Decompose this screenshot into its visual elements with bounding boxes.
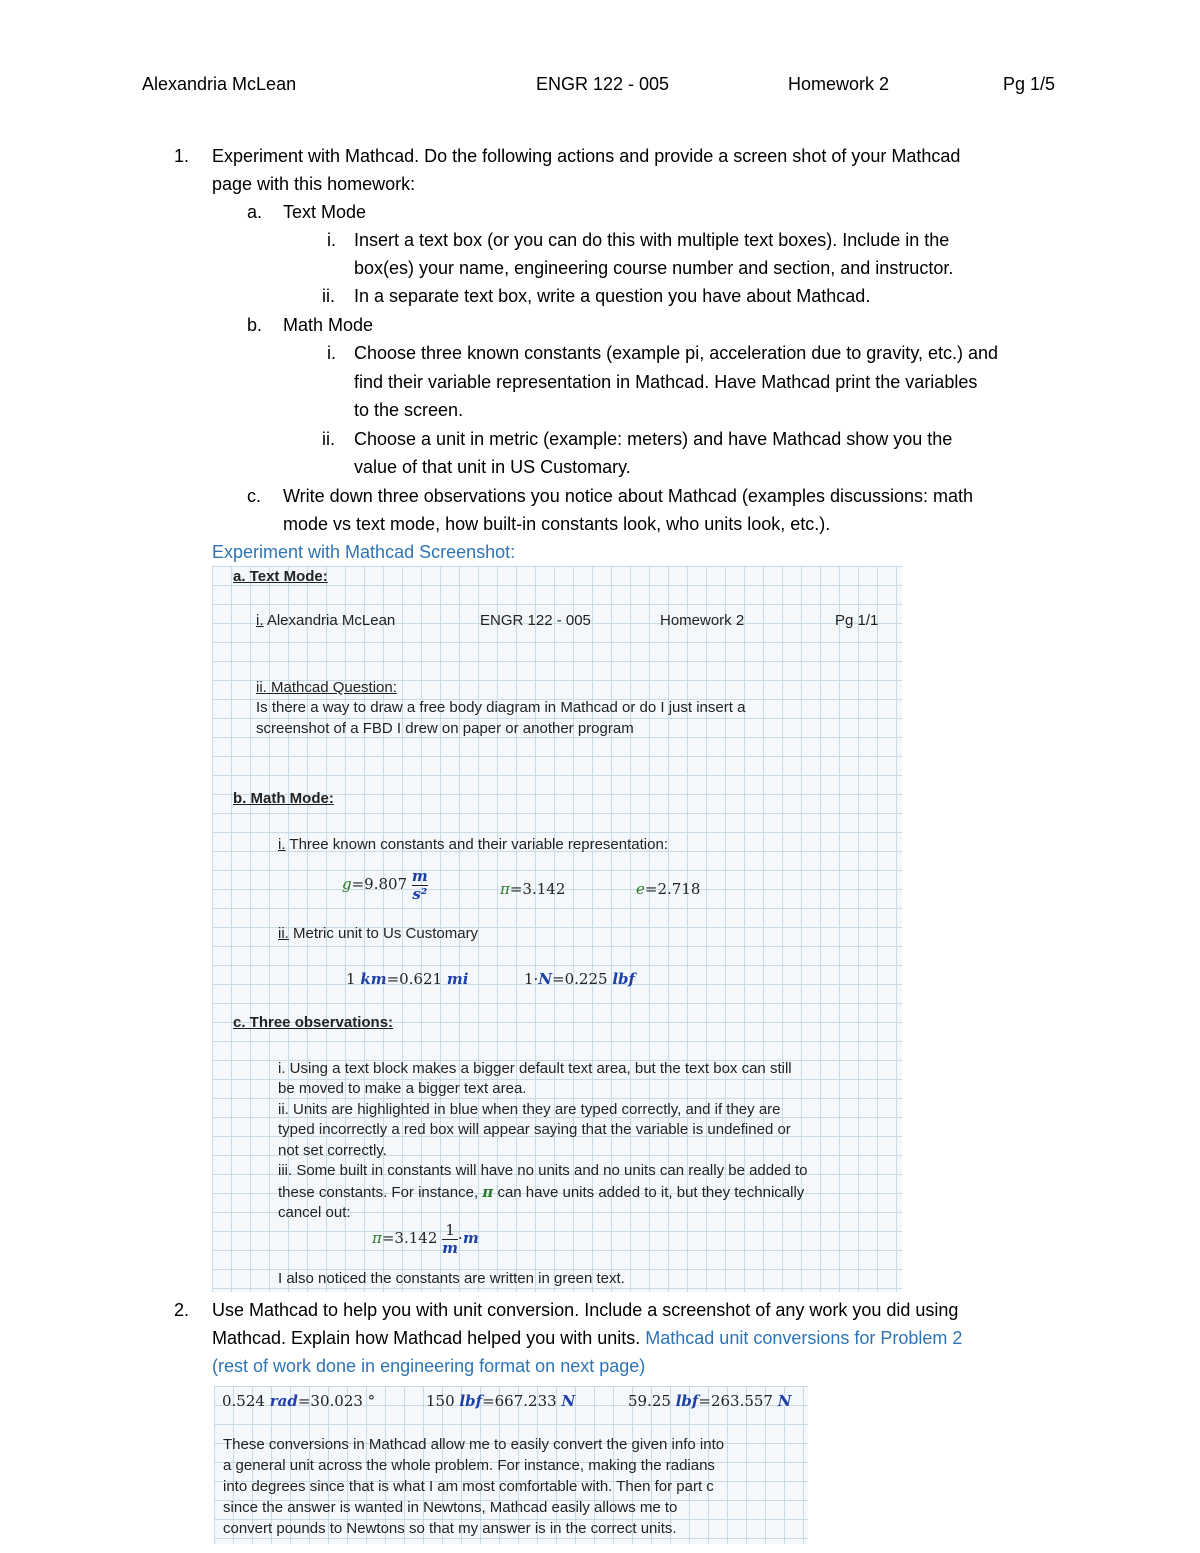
pi-expr-den: m	[442, 1238, 459, 1257]
text-box-course: ENGR 122 - 005	[480, 612, 591, 629]
problem1-line: Experiment with Mathcad. Do the following actions and provide a screen shot of your Mathcad	[212, 146, 961, 166]
observation-line: typed incorrectly a red box will appear saying that the variable is undefined or	[278, 1121, 791, 1138]
screenshot-caption: Experiment with Mathcad Screenshot:	[212, 542, 516, 562]
e-var: e	[636, 880, 645, 898]
lbf1-lhs: 150	[426, 1392, 455, 1410]
item-a-i-line: box(es) your name, engineering course number and section, and instructor.	[354, 258, 954, 278]
lbf2-newton: N	[777, 1392, 792, 1410]
mathcad-screenshot-2	[214, 1386, 808, 1544]
e-constant	[636, 880, 700, 898]
rad-lhs: 0.524	[222, 1392, 265, 1410]
observation-pi-post: can have units added to it, but they technically	[497, 1184, 805, 1201]
pi-constant	[500, 880, 565, 898]
radian-conversion	[222, 1392, 375, 1410]
pi-expr-mul: ·	[458, 1229, 463, 1247]
problem2-number: 2.	[174, 1300, 190, 1320]
pi-var: π	[500, 880, 510, 898]
pi-expr-fraction	[442, 1222, 458, 1256]
observation-line: not set correctly.	[278, 1142, 387, 1159]
item-b-ii-marker: ii.	[322, 429, 335, 449]
rad-unit: rad	[269, 1392, 298, 1410]
gravity-unit-num: m	[411, 867, 428, 885]
lbf1-newton: N	[561, 1392, 576, 1410]
item-a-i-marker: i.	[327, 230, 336, 250]
question-line: Is there a way to draw a free body diagram in Mathcad or do I just insert a	[256, 699, 746, 716]
newton-unit: N	[538, 970, 553, 988]
text-box-name-row	[256, 612, 395, 629]
lbf2-unit: lbf	[675, 1392, 699, 1410]
pi-expr-var: π	[372, 1229, 382, 1247]
pi-expression	[372, 1222, 479, 1256]
conversion-explanation-line: convert pounds to Newtons so that my answer is in the correct units.	[223, 1520, 677, 1537]
rad-result: =30.023 °	[297, 1392, 376, 1410]
km-result: =0.621	[386, 970, 443, 988]
conversion-explanation-line: These conversions in Mathcad allow me to easily convert the given info into	[223, 1436, 725, 1453]
green-text-note: I also noticed the constants are written in green text.	[278, 1270, 625, 1287]
metric-marker: ii.	[278, 925, 289, 942]
item-b-label: Math Mode	[283, 315, 374, 335]
observation-pi-symbol: π	[482, 1183, 494, 1201]
problem2-line-2	[212, 1328, 962, 1349]
pi-expr-m: m	[462, 1229, 479, 1247]
km-conversion	[346, 970, 468, 988]
question-line: screenshot of a FBD I drew on paper or another program	[256, 720, 634, 737]
observation-cancel: cancel out:	[278, 1204, 351, 1221]
lbf1-unit: lbf	[459, 1392, 483, 1410]
gravity-constant	[342, 868, 428, 902]
conversion-explanation-line: since the answer is wanted in Newtons, Mathcad easily allows me to	[223, 1499, 678, 1516]
observation-line: be moved to make a bigger text area.	[278, 1080, 527, 1097]
observation-pi-line	[278, 1183, 804, 1201]
gravity-unit-den: s²	[412, 884, 428, 903]
gravity-value: =9.807	[351, 875, 408, 893]
problem1-line: page with this homework:	[212, 174, 416, 194]
item-b-marker: b.	[247, 315, 263, 335]
item-b-i-line: Choose three known constants (example pi, acceleration due to gravity, etc.) and	[354, 343, 999, 363]
problem2-line: Use Mathcad to help you with unit conversion. Include a screenshot of any work you did using	[212, 1300, 959, 1320]
gravity-unit	[412, 868, 428, 902]
observation-pi-pre: these constants. For instance,	[278, 1184, 479, 1201]
text-box-author: Alexandria McLean	[266, 612, 396, 629]
lbf-conversion-1	[426, 1392, 575, 1410]
item-b-ii-line: Choose a unit in metric (example: meters) and have Mathcad show you the	[354, 429, 953, 449]
constants-row	[278, 836, 668, 853]
item-a-i-line: Insert a text box (or you can do this with multiple text boxes). Include in the	[354, 230, 950, 250]
constants-marker: i.	[278, 836, 286, 853]
mi-unit: mi	[446, 970, 469, 988]
lbf1-result: =667.233	[482, 1392, 557, 1410]
pi-expr-value: =3.142	[381, 1229, 438, 1247]
pi-value: =3.142	[509, 880, 566, 898]
newton-conversion	[524, 970, 635, 988]
observation-line: ii. Units are highlighted in blue when they are typed correctly, and if they are	[278, 1101, 781, 1118]
item-c-line: mode vs text mode, how built-in constants look, who units look, etc.).	[283, 514, 831, 534]
metric-row	[278, 925, 478, 942]
observation-line: i. Using a text block makes a bigger default text area, but the text box can still	[278, 1060, 792, 1077]
km-lhs: 1	[346, 970, 356, 988]
header-assignment: Homework 2	[788, 74, 890, 94]
text-box-marker: i.	[256, 612, 264, 629]
lbf2-lhs: 59.25	[628, 1392, 671, 1410]
lbf-unit: lbf	[612, 970, 635, 988]
math-mode-heading: b. Math Mode:	[233, 790, 334, 807]
header-course: ENGR 122 - 005	[536, 74, 670, 94]
question-heading: ii. Mathcad Question:	[256, 679, 397, 696]
item-b-i-line: to the screen.	[354, 400, 464, 420]
item-c-marker: c.	[247, 486, 262, 506]
km-unit: km	[360, 970, 387, 988]
problem2-line-2-text: Mathcad. Explain how Mathcad helped you with units.	[212, 1328, 641, 1348]
text-box-page: Pg 1/1	[835, 612, 879, 629]
problem2-link-text: Mathcad unit conversions for Problem 2	[645, 1328, 963, 1348]
lbf2-result: =263.557	[698, 1392, 773, 1410]
conversion-explanation-line: a general unit across the whole problem. For instance, making the radians	[223, 1457, 715, 1474]
item-a-ii-marker: ii.	[322, 286, 335, 306]
header-author: Alexandria McLean	[142, 74, 297, 94]
item-b-i-marker: i.	[327, 343, 336, 363]
conversion-explanation-line: into degrees since that is what I am most comfortable with. Then for part c	[223, 1478, 714, 1495]
gravity-var: g	[342, 875, 352, 893]
header-page-number: Pg 1/5	[1003, 74, 1056, 94]
problem1-number: 1.	[174, 146, 190, 166]
item-a-label: Text Mode	[283, 202, 367, 222]
constants-label: Three known constants and their variable representation:	[289, 836, 668, 853]
newton-result: =0.225	[552, 970, 608, 988]
item-b-ii-line: value of that unit in US Customary.	[354, 457, 631, 477]
text-box-assignment: Homework 2	[660, 612, 745, 629]
item-b-i-line: find their variable representation in Mathcad. Have Mathcad print the variables	[354, 372, 978, 392]
item-a-ii-line: In a separate text box, write a question you have about Mathcad.	[354, 286, 871, 306]
observations-heading: c. Three observations:	[233, 1014, 394, 1031]
pi-expr-num: 1	[445, 1221, 455, 1239]
observation-line: iii. Some built in constants will have no units and no units can really be added to	[278, 1162, 808, 1179]
item-a-marker: a.	[247, 202, 263, 222]
item-c-line: Write down three observations you notice about Mathcad (examples discussions: math	[283, 486, 974, 506]
newton-lhs: 1·	[524, 970, 539, 988]
e-value: =2.718	[644, 880, 701, 898]
mathcad-screenshot-1	[212, 566, 902, 1292]
problem2-note: (rest of work done in engineering format on next page)	[212, 1356, 646, 1376]
lbf-conversion-2	[628, 1392, 791, 1410]
metric-label: Metric unit to Us Customary	[293, 925, 479, 942]
text-mode-heading: a. Text Mode:	[233, 568, 328, 585]
